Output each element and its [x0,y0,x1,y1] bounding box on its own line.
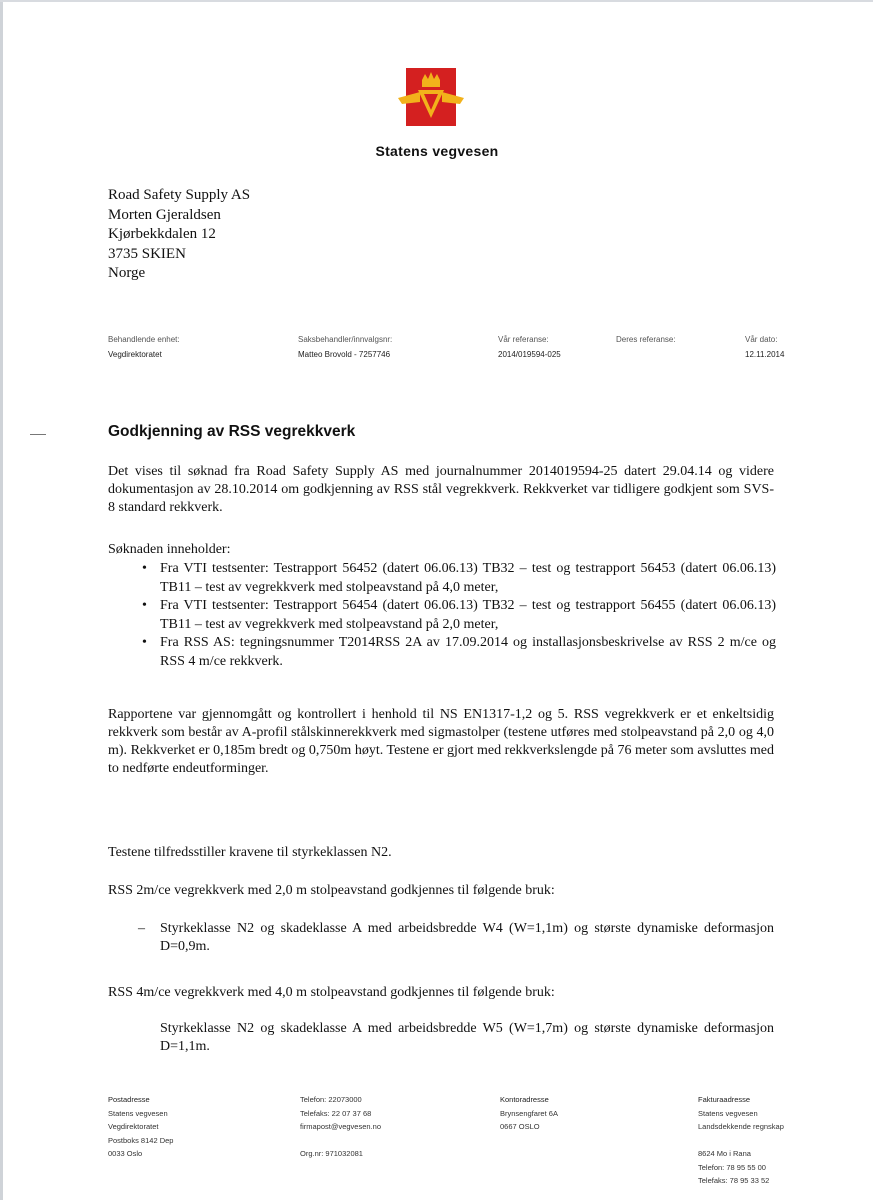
contents-heading [108,541,774,559]
footer-office-heading: Kontoradresse [500,1095,549,1104]
contents-list [108,560,776,671]
meta-date [745,332,784,362]
footer-phone: Telefon: 22073000 [300,1095,362,1104]
approval-2m-paragraph [108,882,774,900]
recipient-line: Kjørbekkdalen 12 [108,226,216,242]
footer-orgno: Org.nr: 971032081 [300,1149,363,1158]
footer-billing-line: 8624 Mo i Rana [698,1149,751,1158]
recipient-address [108,186,250,284]
footer-postal-line: Vegdirektoratet [108,1122,159,1131]
statens-vegvesen-logo-icon [398,68,464,128]
recipient-line: Norge [108,265,146,281]
meta-unit [108,332,180,362]
meta-unit-value: Vegdirektoratet [108,350,162,359]
approval-2m-item-text: Styrkeklasse N2 og skadeklasse A med arbeidsbredde W4 (W=1,1m) og største dynamiske deformasjon D=0,9m. [160,921,774,954]
meta-our-ref [498,332,561,362]
page-edge [0,0,3,1200]
contents-heading-text: Søknaden inneholder: [108,542,231,557]
footer-postal-line: Statens vegvesen [108,1108,168,1118]
requirements-text: Testene tilfredsstiller kravene til styrkeklassen N2. [108,845,392,860]
page-edge-top [0,0,873,2]
footer-billing-heading: Fakturaadresse [698,1095,751,1104]
list-item: • Fra VTI testsenter: Testrapport 56454 (datert 06.06.13) TB32 – test og testrapport 56455 (datert 06.06.13) TB11 – test av vegrekkverk med stolpeavstand på 2,0 meter, [108,597,776,634]
footer-billing-line: Telefon: 78 95 55 00 [698,1162,766,1172]
footer-office [500,1093,558,1134]
footer-billing-line: Landsdekkende regnskap [698,1122,784,1131]
meta-date-label: Vår dato: [745,335,778,344]
approval-2m-item [108,920,774,956]
footer-postal-line: Postboks 8142 Dep [108,1135,174,1145]
recipient-line: 3735 SKIEN [108,245,186,262]
meta-date-value: 12.11.2014 [745,350,785,359]
list-item: • Fra RSS AS: tegningsnummer T2014RSS 2A av 17.09.2014 og installasjonsbeskrivelse av RSS 2 m/ce og RSS 4 m/ce rekkverk. [108,634,776,671]
list-item: • Fra VTI testsenter: Testrapport 56452 (datert 06.06.13) TB32 – test og testrapport 56453 (datert 06.06.13) TB11 – test av vegrekkverk med stolpeavstand på 4,0 meter, [108,560,776,597]
intro-text: Det vises til søknad fra Road Safety Supply AS med journalnummer 2014019594-25 datert 29.04.14 og videre dokumentasjon av 28.10.2014 om godkjenning av RSS stål vegrekkverk. Rekkverket var tidligere godkjent som SVS-8 standard rekkverk. [108,464,774,515]
footer-postal-line: 0033 Oslo [108,1149,143,1158]
letter-subject: Godkjenning av RSS vegrekkverk [108,423,356,440]
fold-mark [30,434,46,435]
footer-contact [300,1093,381,1161]
footer-billing [698,1093,784,1188]
footer-postal [108,1093,173,1161]
meta-our-ref-value: 2014/019594-025 [498,350,561,359]
recipient-line: Road Safety Supply AS [108,187,251,203]
reports-text: Rapportene var gjennomgått og kontrollert i henhold til NS EN1317-1,2 og 5. RSS vegrekkverk er et enkeltsidig rekkverk som består av A-profil stålskinnerekkverk med sigmastolper (testene utføres med stolpeavstand på 2,0 og 4,0 m). Rekkverket er 0,185m bredt og 0,750m høyt. Testene er gjort med rekkverkslengde på 76 meter som avsluttes med to nedførte endeutforminger. [108,707,774,776]
footer-billing-line: Statens vegvesen [698,1108,758,1118]
meta-your-ref [616,332,676,347]
approval-4m-item: Styrkeklasse N2 og skadeklasse A med arbeidsbredde W5 (W=1,7m) og største dynamiske deformasjon D=1,1m. [160,1021,774,1054]
requirements-paragraph [108,844,774,862]
footer-fax: Telefaks: 22 07 37 68 [300,1108,372,1118]
intro-paragraph [108,463,774,517]
meta-handler [298,332,392,362]
footer-email: firmapost@vegvesen.no [300,1122,381,1131]
footer-postal-heading: Postadresse [108,1095,150,1104]
approval-4m-paragraph [108,984,774,1002]
footer-office-line: 0667 OSLO [500,1122,540,1131]
meta-handler-label: Saksbehandler/innvalgsnr: [298,335,393,344]
meta-unit-label: Behandlende enhet: [108,335,180,344]
meta-our-ref-label: Vår referanse: [498,335,549,344]
meta-your-ref-label: Deres referanse: [616,335,676,344]
approval-2m-text: RSS 2m/ce vegrekkverk med 2,0 m stolpeavstand godkjennes til følgende bruk: [108,883,555,898]
footer-billing-line: Telefaks: 78 95 33 52 [698,1176,770,1185]
footer-office-line: Brynsengfaret 6A [500,1108,558,1118]
dash-marker: – [138,921,145,936]
approval-4m-text: RSS 4m/ce vegrekkverk med 4,0 m stolpeavstand godkjennes til følgende bruk: [108,985,555,1000]
recipient-line: Morten Gjeraldsen [108,206,221,223]
reports-paragraph [108,706,774,778]
meta-handler-value: Matteo Brovold - 7257746 [298,350,391,359]
organization-name: Statens vegvesen [375,143,499,159]
